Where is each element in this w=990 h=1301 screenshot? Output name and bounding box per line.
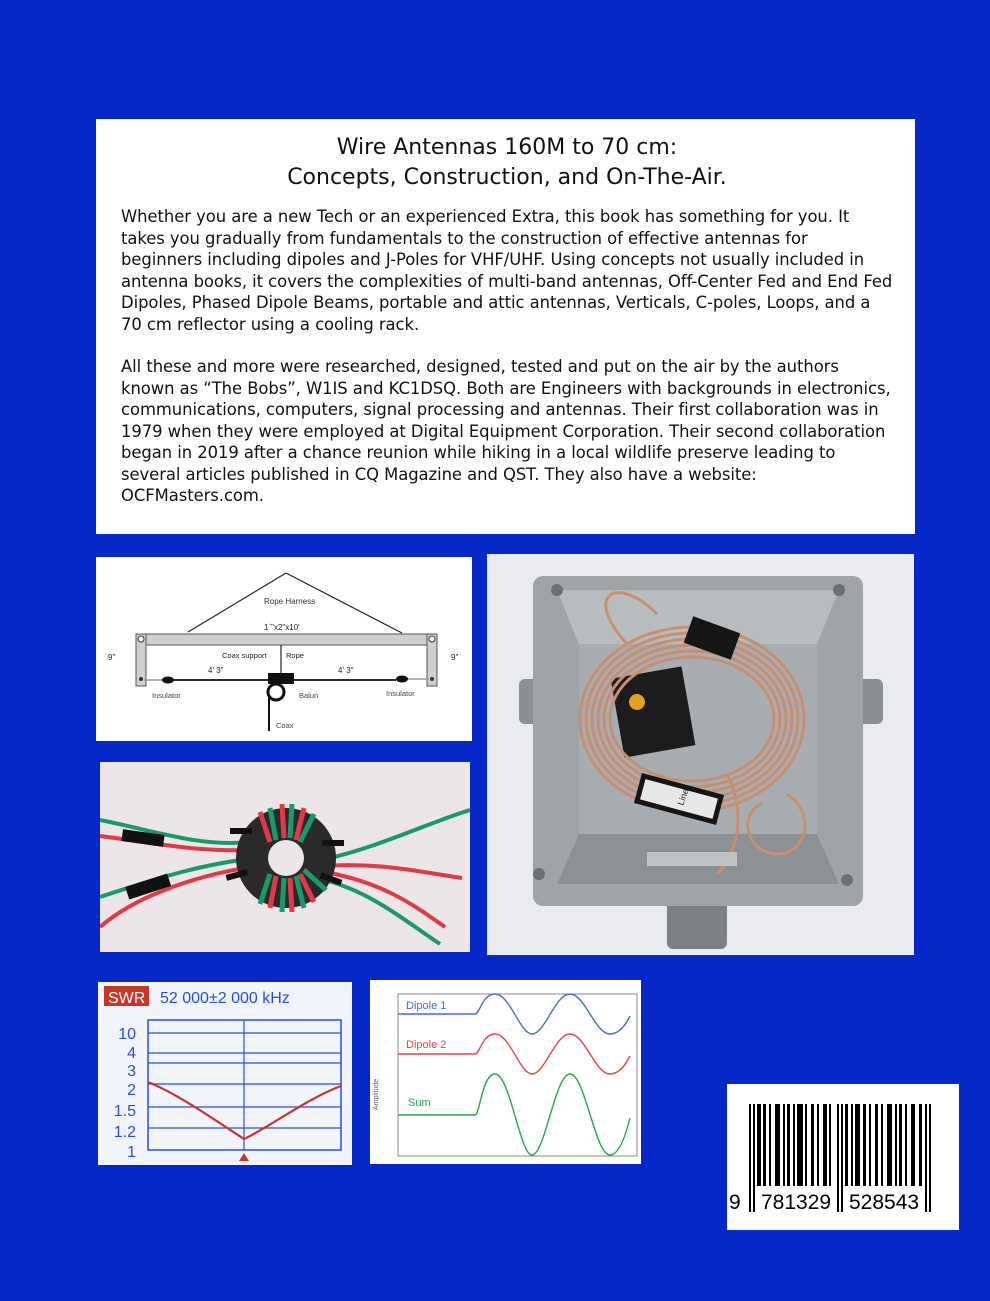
swr-badge: SWR bbox=[108, 990, 146, 1007]
y-tick-1-2: 1.2 bbox=[113, 1124, 136, 1141]
isbn-group-2: 528543 bbox=[849, 1191, 920, 1214]
left-length-label: 4' 3" bbox=[208, 666, 224, 675]
phased-dipole-diagram bbox=[96, 557, 472, 741]
isbn-group-1: 781329 bbox=[761, 1191, 832, 1214]
balun-toroid-photo bbox=[100, 762, 470, 952]
back-cover-blurb bbox=[96, 119, 915, 534]
y-tick-1-5: 1.5 bbox=[113, 1103, 136, 1120]
isbn-prefix-digit: 9 bbox=[729, 1191, 741, 1214]
description-paragraph: Whether you are a new Tech or an experienced Extra, this book has something for you. It takes you gradually from fundamentals to the construction of effective antennas for beginners including dipoles and J-Poles for VHF/UHF. Using concepts not usually included in antenna books, it covers the complexities of multi-band antennas, Off-Center Fed and End Fed Dipoles, Phased Dipole Beams, portable and attic antennas, Verticals, C-poles, Loops, and a 70 cm reflector using a cooling rack. bbox=[121, 207, 893, 334]
balun-label: Balun bbox=[299, 691, 319, 700]
tuner-enclosure-photo bbox=[487, 554, 914, 955]
amplitude-axis-label: Amplitude bbox=[373, 1078, 380, 1110]
y-tick-4: 4 bbox=[127, 1045, 136, 1062]
tape-label: Line bbox=[675, 787, 691, 807]
title-line-2: Concepts, Construction, and On-The-Air. bbox=[287, 165, 727, 190]
coax-label: Coax bbox=[276, 721, 294, 730]
right-height-label: 9" bbox=[451, 653, 459, 662]
authors-paragraph: All these and more were researched, designed, tested and put on the air by the authors known as “The Bobs”, W1IS and KC1DSQ. Both are Engineers with backgrounds in electronics, communications, computers, signal processing and antennas. Their first collaboration was in 1979 when they were employed at Digital Equipment Corporation. Their second collaboration began in 2019 after a chance reunion while hiking in a local wildlife preserve leading to several articles published in CQ Magazine and QST. They also have a website: OCFMasters.com. bbox=[121, 357, 891, 505]
series-label-dipole-1: Dipole 1 bbox=[406, 1000, 447, 1012]
right-insulator-label: Insulator bbox=[386, 689, 415, 698]
left-insulator-label: Insulator bbox=[152, 691, 181, 700]
coax-support-label: Coax support bbox=[222, 651, 267, 660]
y-tick-1: 1 bbox=[127, 1144, 136, 1161]
series-label-sum: Sum bbox=[408, 1097, 431, 1109]
left-height-label: 9" bbox=[108, 653, 116, 662]
boom-dimension-label: 1`"x2"x10' bbox=[264, 623, 300, 632]
y-tick-2: 2 bbox=[127, 1082, 136, 1099]
center-frequency-marker bbox=[239, 1153, 249, 1161]
series-label-dipole-2: Dipole 2 bbox=[406, 1039, 447, 1051]
dipole-phase-chart bbox=[370, 980, 641, 1164]
rope-harness-label: Rope Harness bbox=[264, 597, 316, 606]
y-tick-3: 3 bbox=[127, 1063, 136, 1080]
y-tick-10: 10 bbox=[118, 1026, 136, 1043]
book-title bbox=[121, 133, 893, 193]
rope-label: Rope bbox=[286, 651, 304, 660]
right-length-label: 4' 3" bbox=[338, 666, 354, 675]
title-line-1: Wire Antennas 160M to 70 cm: bbox=[336, 135, 678, 160]
swr-frequency-range: 52 000±2 000 kHz bbox=[160, 990, 290, 1007]
isbn-barcode bbox=[727, 1084, 959, 1230]
swr-chart bbox=[98, 982, 352, 1165]
